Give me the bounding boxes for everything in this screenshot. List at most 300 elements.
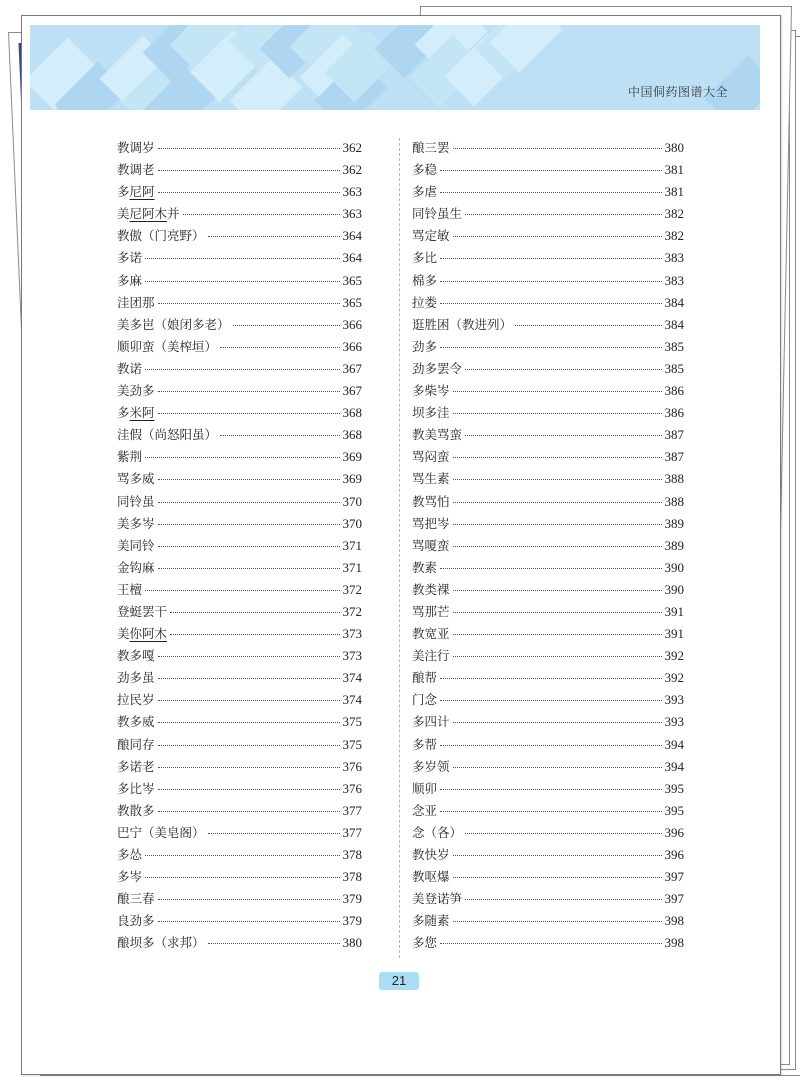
dot-leader xyxy=(453,148,662,149)
toc-entry-title: 酿三罢 xyxy=(412,140,450,155)
toc-entry-page: 382 xyxy=(664,228,684,244)
toc-entry-title: 美注行 xyxy=(412,648,450,664)
toc-entry[interactable] xyxy=(412,535,684,557)
dot-leader xyxy=(465,369,661,370)
toc-entry-page: 383 xyxy=(664,250,684,266)
toc-entry[interactable] xyxy=(412,711,684,733)
toc-entry-page: 363 xyxy=(342,184,362,200)
toc-entry-page: 396 xyxy=(664,824,684,840)
toc-entry[interactable] xyxy=(117,557,362,579)
toc-entry-title: 教美骂蛮 xyxy=(412,427,463,443)
toc-entry[interactable] xyxy=(117,358,362,380)
toc-column-left xyxy=(117,137,362,954)
toc-entry[interactable] xyxy=(117,159,362,181)
toc-entry-title: 多诺老 xyxy=(117,758,155,774)
toc-entry-page: 368 xyxy=(342,405,362,421)
dot-leader xyxy=(515,325,661,326)
toc-entry-page: 387 xyxy=(664,449,684,465)
toc-entry[interactable] xyxy=(117,822,362,844)
toc-entry-title: 棉多 xyxy=(412,272,438,288)
toc-entry[interactable] xyxy=(412,778,684,800)
toc-entry-page: 384 xyxy=(664,316,684,332)
toc-entry[interactable] xyxy=(412,181,684,203)
toc-entry-title: 多随素 xyxy=(412,913,450,929)
toc-entry-page: 369 xyxy=(342,449,362,465)
dot-leader xyxy=(453,634,662,635)
toc-entry[interactable] xyxy=(117,468,362,490)
dot-leader xyxy=(158,502,340,503)
toc-entry-page: 362 xyxy=(342,140,362,155)
toc-entry[interactable] xyxy=(117,292,362,314)
dot-leader xyxy=(158,767,340,768)
dot-leader xyxy=(440,811,661,812)
toc-entry-page: 395 xyxy=(664,802,684,818)
toc-entry-title: 逛胜困（教进列） xyxy=(412,316,513,332)
dot-leader xyxy=(440,568,661,569)
dot-leader xyxy=(158,921,340,922)
dot-leader xyxy=(465,435,661,436)
toc-entry[interactable] xyxy=(117,336,362,358)
toc-entry[interactable] xyxy=(412,822,684,844)
dot-leader xyxy=(158,192,340,193)
dot-leader xyxy=(158,524,340,525)
toc-entry[interactable] xyxy=(117,711,362,733)
toc-entry-title: 多比 xyxy=(412,250,438,266)
toc-entry-title: 教傲（门亮野） xyxy=(117,228,205,244)
toc-entry-page: 373 xyxy=(342,648,362,664)
dot-leader xyxy=(158,479,340,480)
toc-entry[interactable] xyxy=(117,888,362,910)
toc-entry[interactable] xyxy=(117,778,362,800)
toc-entry-title: 美劲多 xyxy=(117,383,155,399)
dot-leader xyxy=(453,921,662,922)
dot-leader xyxy=(453,722,662,723)
dot-leader xyxy=(440,700,661,701)
dot-leader xyxy=(170,612,339,613)
toc-entry-page: 392 xyxy=(664,670,684,686)
toc-entry[interactable] xyxy=(117,800,362,822)
column-divider xyxy=(399,138,400,958)
toc-entry-page: 390 xyxy=(664,559,684,575)
dot-leader xyxy=(453,236,662,237)
toc-entry[interactable] xyxy=(412,358,684,380)
dot-leader xyxy=(453,524,662,525)
dot-leader xyxy=(170,634,339,635)
toc-entry-title: 金钩麻 xyxy=(117,559,155,575)
toc-entry-page: 395 xyxy=(664,780,684,796)
toc-entry-title: 美多岜（娘闭多老） xyxy=(117,316,230,332)
dot-leader xyxy=(145,590,339,591)
toc-entry-page: 371 xyxy=(342,537,362,553)
toc-entry[interactable] xyxy=(412,667,684,689)
toc-entry-page: 390 xyxy=(664,581,684,597)
toc-entry-page: 393 xyxy=(664,714,684,730)
toc-entry-title: 劲多罢令 xyxy=(412,360,463,376)
dot-leader xyxy=(145,281,339,282)
dot-leader xyxy=(465,833,661,834)
dot-leader xyxy=(145,877,339,878)
toc-entry-title: 多柴岑 xyxy=(412,383,450,399)
dot-leader xyxy=(158,745,340,746)
dot-leader xyxy=(453,767,662,768)
toc-entry-page: 391 xyxy=(664,603,684,619)
toc-entry[interactable] xyxy=(412,247,684,269)
toc-entry-page: 398 xyxy=(664,935,684,951)
toc-entry-title: 念（各） xyxy=(412,824,463,840)
toc-entry[interactable] xyxy=(412,645,684,667)
toc-entry-title: 教骂怕 xyxy=(412,493,450,509)
toc-entry[interactable] xyxy=(412,734,684,756)
toc-entry-page: 391 xyxy=(664,626,684,642)
toc-entry-page: 386 xyxy=(664,383,684,399)
toc-entry[interactable] xyxy=(412,446,684,468)
toc-entry-page: 375 xyxy=(342,736,362,752)
toc-entry-title: 骂多威 xyxy=(117,471,155,487)
dot-leader xyxy=(158,148,340,149)
toc-entry-page: 372 xyxy=(342,581,362,597)
dot-leader xyxy=(145,457,339,458)
dot-leader xyxy=(158,899,340,900)
toc-entry-title: 多岁领 xyxy=(412,758,450,774)
book-title: 中国侗药图谱大全 xyxy=(627,85,728,99)
toc-entry[interactable] xyxy=(117,446,362,468)
dot-leader xyxy=(233,325,340,326)
toc-entry-page: 382 xyxy=(664,206,684,222)
toc-entry-page: 397 xyxy=(664,891,684,907)
toc-entry[interactable] xyxy=(117,380,362,402)
toc-entry-title: 良劲多 xyxy=(117,913,155,929)
toc-entry-page: 367 xyxy=(342,383,362,399)
toc-entry[interactable] xyxy=(412,225,684,247)
toc-entry[interactable] xyxy=(117,402,362,424)
toc-entry-page: 385 xyxy=(664,338,684,354)
toc-entry[interactable] xyxy=(412,336,684,358)
dot-leader xyxy=(453,479,662,480)
toc-entry-page: 372 xyxy=(342,603,362,619)
dot-leader xyxy=(440,745,661,746)
toc-entry-title: 顺卯 xyxy=(412,780,438,796)
dot-leader xyxy=(158,656,340,657)
toc-entry-title: 教散多 xyxy=(117,802,155,818)
toc-entry[interactable] xyxy=(117,424,362,446)
toc-entry[interactable] xyxy=(117,932,362,954)
dot-leader xyxy=(208,943,340,944)
toc-entry[interactable] xyxy=(117,756,362,778)
toc-entry-page: 388 xyxy=(664,471,684,487)
toc-entry-title: 多四计 xyxy=(412,714,450,730)
toc-entry-page: 383 xyxy=(664,272,684,288)
toc-entry-page: 368 xyxy=(342,427,362,443)
dot-leader xyxy=(158,303,340,304)
page-number-badge: 21 xyxy=(379,972,419,990)
dot-leader xyxy=(220,347,339,348)
toc-entry[interactable] xyxy=(412,513,684,535)
toc-entry[interactable] xyxy=(117,844,362,866)
toc-entry[interactable] xyxy=(117,203,362,225)
dot-leader xyxy=(220,435,339,436)
toc-entry-page: 364 xyxy=(342,228,362,244)
toc-entry-page: 392 xyxy=(664,648,684,664)
toc-entry-title: 美尼阿木并 xyxy=(117,206,180,222)
dot-leader xyxy=(158,722,340,723)
toc-entry-title: 劲多 xyxy=(412,338,438,354)
toc-entry-page: 374 xyxy=(342,670,362,686)
toc-entry[interactable] xyxy=(117,601,362,623)
toc-entry[interactable] xyxy=(117,623,362,645)
toc-entry-title: 门念 xyxy=(412,692,438,708)
toc-entry[interactable] xyxy=(412,491,684,513)
toc-entry-title: 拉民岁 xyxy=(117,692,155,708)
header-banner xyxy=(30,25,760,110)
toc-entry[interactable] xyxy=(412,844,684,866)
toc-entry[interactable] xyxy=(117,270,362,292)
dot-leader xyxy=(453,612,662,613)
dot-leader xyxy=(453,656,662,657)
dot-leader xyxy=(453,502,662,503)
toc-entry[interactable] xyxy=(117,225,362,247)
toc-entry-title: 拉娄 xyxy=(412,294,438,310)
toc-entry-page: 387 xyxy=(664,427,684,443)
toc-entry-title: 多比岑 xyxy=(117,780,155,796)
toc-entry-page: 366 xyxy=(342,338,362,354)
toc-entry-title: 教多嘎 xyxy=(117,648,155,664)
dot-leader xyxy=(145,855,339,856)
toc-entry[interactable] xyxy=(412,866,684,888)
toc-entry-page: 376 xyxy=(342,780,362,796)
toc-entry[interactable] xyxy=(412,424,684,446)
dot-leader xyxy=(158,391,340,392)
dot-leader xyxy=(465,899,661,900)
toc-entry-page: 375 xyxy=(342,714,362,730)
dot-leader xyxy=(208,236,340,237)
dot-leader xyxy=(465,214,661,215)
dot-leader xyxy=(453,855,662,856)
toc-entry[interactable] xyxy=(117,689,362,711)
toc-entry[interactable] xyxy=(412,292,684,314)
toc-entry-title: 骂定敏 xyxy=(412,228,450,244)
toc-entry-title: 教调岁 xyxy=(117,140,155,155)
toc-entry-page: 363 xyxy=(342,206,362,222)
dot-leader xyxy=(440,789,661,790)
toc-entry[interactable] xyxy=(412,137,684,159)
toc-entry-title: 骂闷蛮 xyxy=(412,449,450,465)
toc-entry-title: 多帮 xyxy=(412,736,438,752)
toc-entry-page: 379 xyxy=(342,913,362,929)
toc-entry-title: 坝多洼 xyxy=(412,405,450,421)
toc-entry[interactable] xyxy=(412,380,684,402)
toc-entry[interactable] xyxy=(412,756,684,778)
toc-entry-page: 378 xyxy=(342,869,362,885)
toc-entry[interactable] xyxy=(412,402,684,424)
toc-entry[interactable] xyxy=(117,247,362,269)
toc-entry-page: 373 xyxy=(342,626,362,642)
toc-entry-title: 骂那芒 xyxy=(412,603,450,619)
dot-leader xyxy=(158,568,340,569)
toc-entry[interactable] xyxy=(117,866,362,888)
toc-entry[interactable] xyxy=(117,667,362,689)
toc-entry-page: 378 xyxy=(342,847,362,862)
toc-entry-page: 388 xyxy=(664,493,684,509)
toc-entry-page: 381 xyxy=(664,184,684,200)
toc-entry-title: 劲多虽 xyxy=(117,670,155,686)
toc-entry-title: 美同铃 xyxy=(117,537,155,553)
dot-leader xyxy=(440,281,661,282)
toc-entry-title: 教宽亚 xyxy=(412,626,450,642)
dot-leader xyxy=(158,413,340,414)
dot-leader xyxy=(453,877,662,878)
toc-entry-title: 同铃虽 xyxy=(117,493,155,509)
toc-entry[interactable] xyxy=(117,181,362,203)
dot-leader xyxy=(440,347,661,348)
toc-entry-title: 多稳 xyxy=(412,162,438,178)
toc-entry[interactable] xyxy=(117,645,362,667)
toc-entry-title: 巴宁（美皂阁） xyxy=(117,824,205,840)
toc-entry-title: 教快岁 xyxy=(412,847,450,862)
toc-entry-title: 顺卯蛮（美榨垣） xyxy=(117,338,218,354)
toc-entry-page: 371 xyxy=(342,559,362,575)
toc-entry-page: 393 xyxy=(664,692,684,708)
toc-entry-title: 美你阿木 xyxy=(117,626,168,642)
dot-leader xyxy=(440,170,661,171)
toc-entry[interactable] xyxy=(412,579,684,601)
toc-entry-title: 多诺 xyxy=(117,250,143,266)
toc-entry-page: 380 xyxy=(664,140,684,155)
toc-entry[interactable] xyxy=(117,535,362,557)
dot-leader xyxy=(453,457,662,458)
toc-entry-page: 364 xyxy=(342,250,362,266)
toc-entry-page: 376 xyxy=(342,758,362,774)
toc-entry-title: 多尼阿 xyxy=(117,184,155,200)
toc-entry-title: 教诺 xyxy=(117,360,143,376)
toc-entry-title: 酿帮 xyxy=(412,670,438,686)
toc-entry-title: 美登诺笋 xyxy=(412,891,463,907)
toc-entry[interactable] xyxy=(412,800,684,822)
document-page xyxy=(21,15,781,1075)
toc-entry-title: 骂嗄蛮 xyxy=(412,537,450,553)
toc-entry-page: 366 xyxy=(342,316,362,332)
toc-entry-title: 多岑 xyxy=(117,869,143,885)
toc-entry-page: 362 xyxy=(342,162,362,178)
dot-leader xyxy=(440,943,661,944)
dot-leader xyxy=(158,170,340,171)
toc-entry-title: 酿坝多（求邦） xyxy=(117,935,205,951)
toc-entry-page: 396 xyxy=(664,847,684,862)
toc-entry-title: 教调老 xyxy=(117,162,155,178)
toc-entry-title: 念亚 xyxy=(412,802,438,818)
dot-leader xyxy=(158,700,340,701)
toc-entry[interactable] xyxy=(117,734,362,756)
toc-column-right xyxy=(412,137,684,954)
toc-entry[interactable] xyxy=(412,314,684,336)
dot-leader xyxy=(440,192,661,193)
toc-entry-title: 多米阿 xyxy=(117,405,155,421)
dot-leader xyxy=(453,413,662,414)
toc-entry-title: 多怂 xyxy=(117,847,143,862)
dot-leader xyxy=(158,811,340,812)
toc-entry-page: 380 xyxy=(342,935,362,951)
toc-entry-title: 教多威 xyxy=(117,714,155,730)
dot-leader xyxy=(440,678,661,679)
toc-entry[interactable] xyxy=(412,910,684,932)
toc-entry-title: 教类裸 xyxy=(412,581,450,597)
toc-entry[interactable] xyxy=(117,314,362,336)
toc-entry-page: 384 xyxy=(664,294,684,310)
toc-entry-title: 洼假（尚怒阳虽） xyxy=(117,427,218,443)
toc-entry-page: 377 xyxy=(342,824,362,840)
toc-entry-page: 370 xyxy=(342,493,362,509)
toc-entry-title: 骂把岑 xyxy=(412,515,450,531)
toc-entry-page: 398 xyxy=(664,913,684,929)
toc-entry[interactable] xyxy=(412,623,684,645)
toc-entry[interactable] xyxy=(117,910,362,932)
toc-entry[interactable] xyxy=(117,491,362,513)
toc-entry-page: 377 xyxy=(342,802,362,818)
toc-entry-page: 386 xyxy=(664,405,684,421)
dot-leader xyxy=(158,546,340,547)
toc-entry[interactable] xyxy=(412,203,684,225)
toc-entry-title: 酿三春 xyxy=(117,891,155,907)
dot-leader xyxy=(145,369,339,370)
toc-entry-title: 登蜓罢干 xyxy=(117,603,168,619)
toc-entry-page: 385 xyxy=(664,360,684,376)
dot-leader xyxy=(158,678,340,679)
toc-entry-page: 374 xyxy=(342,692,362,708)
toc-entry[interactable] xyxy=(412,159,684,181)
toc-entry-title: 酿同存 xyxy=(117,736,155,752)
toc-entry-title: 多您 xyxy=(412,935,438,951)
toc-entry-page: 370 xyxy=(342,515,362,531)
toc-entry-title: 教素 xyxy=(412,559,438,575)
toc-entry[interactable] xyxy=(412,932,684,954)
toc-entry[interactable] xyxy=(412,270,684,292)
dot-leader xyxy=(440,303,661,304)
toc-entry-title: 骂生素 xyxy=(412,471,450,487)
dot-leader xyxy=(183,214,340,215)
toc-entry[interactable] xyxy=(117,513,362,535)
toc-entry[interactable] xyxy=(412,468,684,490)
toc-entry-page: 367 xyxy=(342,360,362,376)
toc-entry[interactable] xyxy=(412,888,684,910)
toc-entry-title: 紫荆 xyxy=(117,449,143,465)
dot-leader xyxy=(453,590,662,591)
toc-entry-title: 美多岑 xyxy=(117,515,155,531)
dot-leader xyxy=(158,789,340,790)
dot-leader xyxy=(453,546,662,547)
dot-leader xyxy=(440,258,661,259)
toc-entry[interactable] xyxy=(412,689,684,711)
dot-leader xyxy=(208,833,340,834)
toc-entry[interactable] xyxy=(117,579,362,601)
toc-entry[interactable] xyxy=(412,601,684,623)
toc-entry-title: 同铃虽生 xyxy=(412,206,463,222)
toc-entry-page: 369 xyxy=(342,471,362,487)
toc-entry[interactable] xyxy=(412,557,684,579)
toc-entry-title: 教呕爆 xyxy=(412,869,450,885)
toc-entry-page: 379 xyxy=(342,891,362,907)
toc-entry-title: 王檀 xyxy=(117,581,143,597)
toc-entry-title: 多虐 xyxy=(412,184,438,200)
toc-entry-page: 394 xyxy=(664,736,684,752)
toc-entry-page: 397 xyxy=(664,869,684,885)
toc-entry-page: 365 xyxy=(342,272,362,288)
toc-entry[interactable] xyxy=(117,137,362,159)
toc-entry-title: 多麻 xyxy=(117,272,143,288)
toc-entry-page: 365 xyxy=(342,294,362,310)
toc-entry-page: 394 xyxy=(664,758,684,774)
toc-entry-page: 389 xyxy=(664,515,684,531)
dot-leader xyxy=(145,258,339,259)
dot-leader xyxy=(453,391,662,392)
